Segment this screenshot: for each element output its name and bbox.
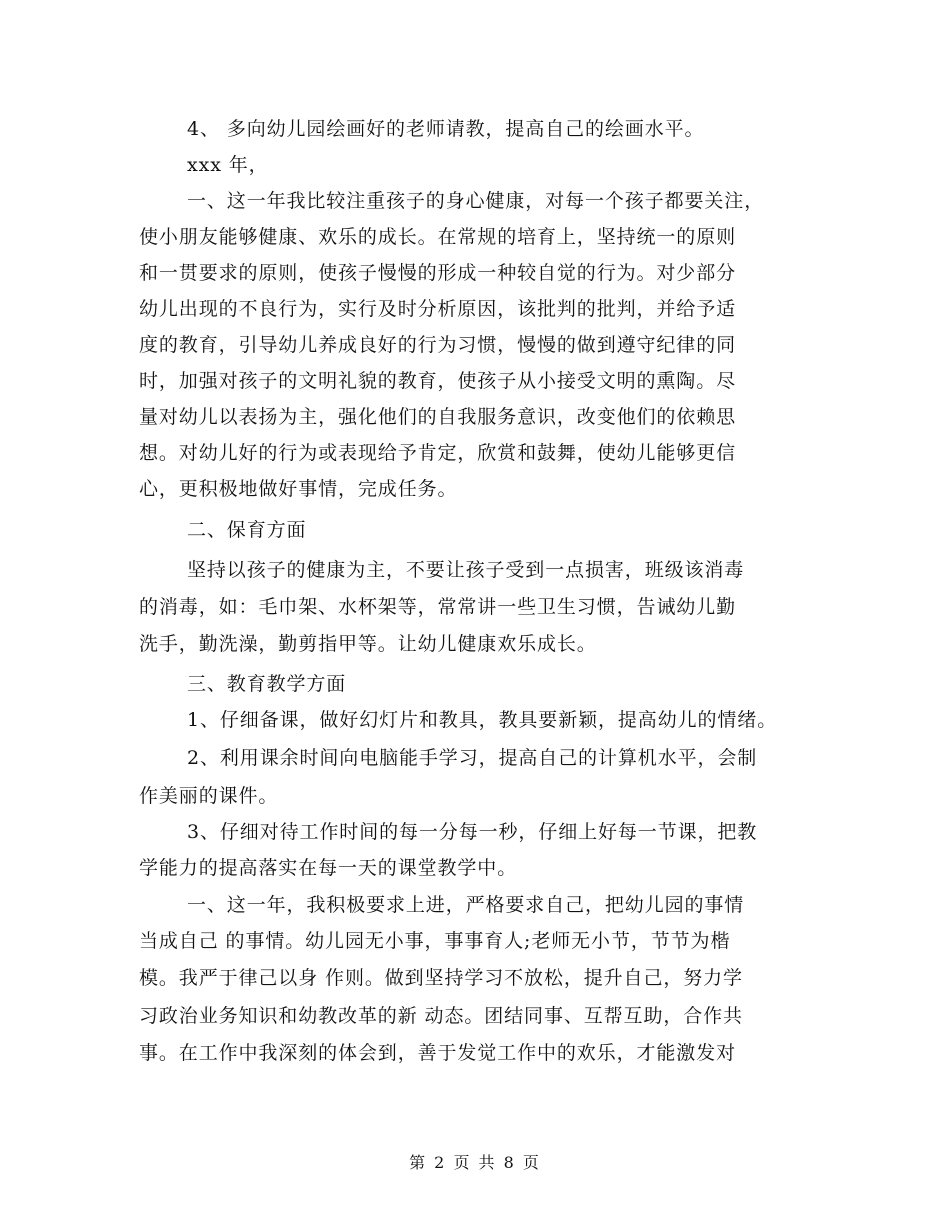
list-item: 3、仔细对待工作时间的每一分每一秒，仔细上好每一节课，把教 [187, 821, 758, 843]
text-line: 4、 多向幼儿园绘画好的老师请教，提高自己的绘画水平。 [187, 118, 705, 140]
text-line: xxx 年， [187, 154, 269, 176]
paragraph-1-line: 想。对幼儿好的行为或表现给予肯定，欣赏和鼓舞，使幼儿能够更信 [139, 442, 737, 464]
section-heading: 二、保育方面 [187, 519, 307, 541]
paragraph-1-line: 度的教育，引导幼儿养成良好的行为习惯，慢慢的做到遵守纪律的同 [139, 334, 737, 356]
paragraph-3-line: 当成自己 的事情。幼儿园无小事，事事育人;老师无小节，节节为楷 [139, 930, 731, 952]
paragraph-3-line: 事。在工作中我深刻的体会到，善于发觉工作中的欢乐，才能激发对 [139, 1042, 737, 1064]
section-heading: 三、教育教学方面 [187, 673, 347, 695]
paragraph-2-line: 坚持以孩子的健康为主，不要让孩子受到一点损害，班级该消毒 [187, 559, 745, 581]
list-item: 学能力的提高落实在每一天的课堂教学中。 [139, 857, 518, 879]
paragraph-1-line: 幼儿出现的不良行为，实行及时分析原因，该批判的批判，并给予适 [139, 298, 737, 320]
paragraph-2-line: 的消毒，如：毛巾架、水杯架等，常常讲一些卫生习惯，告诫幼儿勤 [139, 596, 737, 618]
paragraph-3-line: 模。我严于律己以身 作则。做到坚持学习不放松，提升自己，努力学 [139, 967, 743, 989]
paragraph-1-line: 量对幼儿以表扬为主，强化他们的自我服务意识，改变他们的依赖思 [139, 406, 737, 428]
list-item: 作美丽的课件。 [139, 785, 279, 807]
paragraph-1-line: 使小朋友能够健康、欢乐的成长。在常规的培育上，坚持统一的原则 [139, 226, 737, 248]
paragraph-2-line: 洗手，勤洗澡，勤剪指甲等。让幼儿健康欢乐成长。 [139, 633, 597, 655]
paragraph-1-line: 心，更积极地做好事情，完成任务。 [139, 478, 458, 500]
paragraph-3-line: 习政治业务知识和幼教改革的新 动态。团结同事、互帮互助，合作共 [139, 1005, 743, 1027]
page-number-footer: 第 2 页 共 8 页 [409, 1153, 541, 1172]
paragraph-1-line: 一、这一年我比较注重孩子的身心健康，对每一个孩子都要关注， [187, 190, 765, 212]
list-item: 1、仔细备课，做好幻灯片和教具，教具要新颖，提高幼儿的情绪。 [187, 709, 778, 731]
paragraph-1-line: 时，加强对孩子的文明礼貌的教育，使孩子从小接受文明的熏陶。尽 [139, 370, 737, 392]
paragraph-3-line: 一、这一年，我积极要求上进，严格要求自己，把幼儿园的事情 [187, 894, 745, 916]
paragraph-1-line: 和一贯要求的原则，使孩子慢慢的形成一种较自觉的行为。对少部分 [139, 262, 737, 284]
list-item: 2、利用课余时间向电脑能手学习，提高自己的计算机水平，会制 [187, 747, 758, 769]
